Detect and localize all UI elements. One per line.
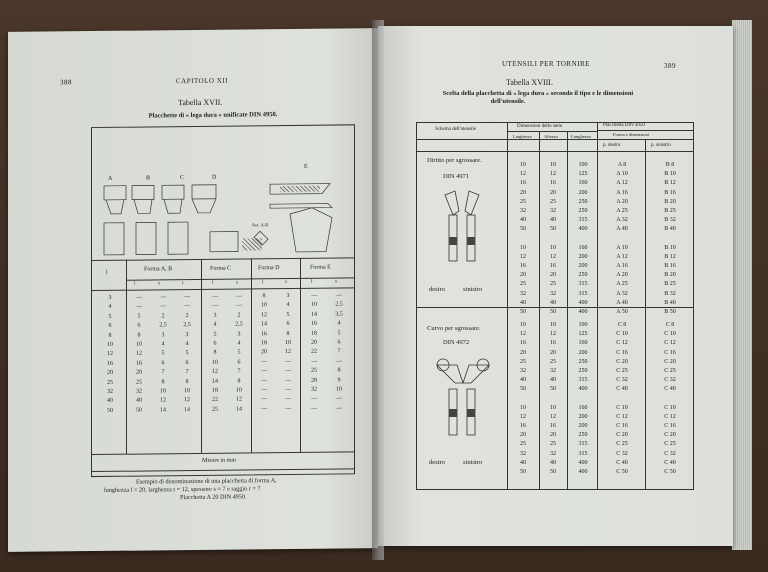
tool2-lung-cell: 400 (578, 386, 588, 393)
tool2-lung-cell: 315 (578, 441, 588, 448)
tool1-sinistro-cell (647, 235, 693, 244)
tool2-lung-cell: 250 (578, 432, 588, 439)
tool1-sinistro-cell: B 8 (665, 162, 675, 168)
tool1-sinistro-cell: B 16 (664, 189, 676, 196)
tool1-largh-cell: 50 (520, 226, 526, 233)
tool1-largh-cell: 12 (520, 253, 526, 260)
tool2-largh-cell: 20 (520, 349, 526, 356)
tool2-largh-cell: 10 (520, 322, 526, 328)
tool1-alt-cell: 25 (550, 281, 556, 288)
tool2-lung-cell (569, 395, 597, 404)
tool2-sinistro-cell: C 12 (664, 340, 676, 347)
tool1-lung-cell: 160 (578, 244, 588, 251)
tool1-alt-cell: 32 (550, 290, 556, 297)
tool1-lung-cell: 125 (578, 171, 588, 178)
tool2-sinistro-cell: C 32 (664, 450, 676, 457)
left-page-number: 388 (60, 78, 72, 87)
tool1-lung-cell: 315 (578, 290, 588, 297)
hdr-destro: p. destro (603, 143, 621, 148)
tool2-sinistro-cell: C 10 (664, 331, 676, 338)
tool2-sinistro: sinistro (463, 459, 483, 466)
col-e-l: — 10 14 16 18 20 22 — 25 28 32 — — (311, 292, 317, 412)
book-spine (372, 20, 384, 560)
tool1-largh-cell: 40 (520, 217, 526, 224)
tool2-destro-cell: C 20 (616, 358, 628, 365)
hdr-forma: Forma e dimensioni (613, 132, 649, 137)
tool1-largh-cell: 12 (520, 171, 526, 178)
tool2-destro-cell: C 10 (616, 404, 628, 411)
tool2-alt-cell: 40 (550, 459, 556, 466)
tool2-sinistro-cell: C 12 (664, 413, 676, 420)
hatch-2 (242, 238, 262, 250)
tool2-col-sinistro (647, 321, 693, 477)
tool1-destro-cell: A 10 (616, 171, 628, 178)
tool1-lung-cell: 250 (578, 272, 588, 279)
sub-s-2: s (236, 280, 238, 286)
sub-s-3: s (285, 280, 287, 286)
tool2-col-largh (509, 321, 537, 477)
tool2-destro-cell: C 8 (617, 322, 627, 328)
tool2-alt-cell: 16 (550, 340, 556, 347)
hdr-lunghezza: Lunghezza (571, 134, 591, 139)
tool1-sinistro-cell: B 40 (664, 299, 676, 306)
tool1-sinistro: sinistro (463, 286, 483, 293)
tool1-alt-cell: 12 (550, 171, 556, 178)
tool1-alt-cell: 20 (550, 189, 556, 196)
hdr-sinistro: p. sinistro (651, 143, 671, 148)
tool2-largh-cell: 25 (520, 358, 526, 365)
tool1-col-alt (539, 161, 567, 317)
tool1-lung-cell: 400 (578, 226, 588, 233)
tool2-destro-cell: C 25 (616, 367, 628, 374)
tool2-alt-cell: 12 (550, 413, 556, 420)
tool2-sinistro-cell: C 40 (664, 386, 676, 393)
tool2-din: DIN 4972 (443, 339, 470, 346)
tool1-alt-cell: 32 (550, 207, 556, 214)
tool1-sinistro-cell: B 10 (664, 244, 676, 251)
sub-l-3: l (262, 280, 264, 286)
tool1-largh-cell: 10 (520, 244, 526, 251)
tool2-destro-cell: C 20 (616, 432, 628, 439)
tool2-destro-cell: C 10 (616, 331, 628, 338)
tool1-destro-cell: A 25 (616, 281, 628, 288)
tool1-largh-cell (509, 235, 537, 244)
tool1-alt-cell: 12 (550, 253, 556, 260)
col-d-l: 8 10 12 14 16 18 20 — — — — — — (261, 293, 267, 413)
page-edges (732, 20, 752, 550)
tool1-sinistro-cell: B 12 (664, 180, 676, 187)
hatch-1 (280, 186, 320, 192)
tool1-destro-cell: A 40 (616, 299, 628, 306)
tool2-alt-cell (539, 395, 567, 404)
tool1-destro-cell: A 16 (616, 189, 628, 196)
tool1-alt-cell: 50 (550, 309, 556, 315)
tool1-largh-cell: 40 (520, 299, 526, 306)
table-18-frame (416, 122, 694, 490)
tool2-largh-cell: 12 (520, 331, 526, 338)
tool1-destro-cell: A 16 (616, 263, 628, 270)
tool1-drawing (423, 185, 503, 275)
tool2-sinistro-cell: C 40 (664, 459, 676, 466)
tool1-name: Diritto per sgrossare. (427, 157, 482, 164)
tool1-alt-cell: 10 (550, 244, 556, 251)
tool2-drawing (423, 349, 503, 449)
tool2-alt-cell: 10 (550, 322, 556, 328)
tool1-alt-cell (539, 235, 567, 244)
tool1-largh-cell: 32 (520, 207, 526, 214)
hdr-altezza: Altezza (544, 134, 558, 139)
tool1-lung-cell: 315 (578, 281, 588, 288)
tool1-destro-cell: A 12 (616, 180, 628, 187)
hdr-largh: Larghezza (513, 134, 532, 139)
tool2-lung-cell: 200 (578, 349, 588, 356)
tool1-sinistro-cell: B 25 (664, 281, 676, 288)
tool1-alt-cell: 25 (550, 198, 556, 205)
right-running-head: UTENSILI PER TORNIRE (502, 60, 590, 68)
tool1-lung-cell: 400 (578, 309, 588, 315)
tool1-sinistro-cell: B 20 (664, 272, 676, 279)
tool2-sinistro-cell: C 32 (664, 377, 676, 384)
tool2-sinistro-cell: C 10 (664, 404, 676, 411)
tool2-destro-cell (599, 395, 645, 404)
tool2-sinistro-cell: C 16 (664, 349, 676, 356)
tool1-sinistro-cell: B 10 (664, 171, 676, 178)
header-forma-e: Forma E (310, 264, 331, 271)
tool2-largh-cell: 20 (520, 432, 526, 439)
tool2-destro-cell: C 32 (616, 450, 628, 457)
header-l: l (106, 269, 108, 276)
tool1-col-largh (509, 161, 537, 317)
tool2-destro-cell: C 25 (616, 441, 628, 448)
hdr-placchetta: Placchetta DIN 4950 (603, 123, 645, 128)
left-page (8, 28, 378, 552)
tool1-destro-cell: A 50 (616, 309, 628, 315)
tool2-name: Curvo per sgrossare. (427, 325, 481, 332)
tool2-sinistro-cell: C 16 (664, 423, 676, 430)
tool1-largh-cell: 25 (520, 281, 526, 288)
tool1-sinistro-cell: B 16 (664, 263, 676, 270)
tool2-largh-cell: 25 (520, 441, 526, 448)
tool1-lung-cell: 200 (578, 189, 588, 196)
tool2-lung-cell: 250 (578, 358, 588, 365)
tool2-alt-cell: 20 (550, 349, 556, 356)
tool1-largh-cell: 20 (520, 189, 526, 196)
example-line-3: Placchetta A 20 DIN 4950. (180, 493, 247, 502)
tool2-alt-cell: 50 (550, 469, 556, 475)
tool2-alt-cell: 20 (550, 432, 556, 439)
tool2-alt-cell: 16 (550, 423, 556, 430)
tool1-col-sinistro (647, 161, 693, 317)
tool1-destro-cell: A 20 (616, 272, 628, 279)
tool1-destro-cell: A 40 (616, 226, 628, 233)
tool2-alt-cell: 10 (550, 404, 556, 411)
drawing-label-d: D (212, 174, 217, 181)
table-17-caption: Placchette di « lega dura » unificate DIN 4950. (148, 111, 278, 120)
tool2-sinistro-cell: C 20 (664, 358, 676, 365)
tool1-col-lung (569, 161, 597, 317)
tool1-destro-cell: A 32 (616, 290, 628, 297)
col-ab-s: — — 2 2,5 3 4 5 6 7 8 10 12 14 (159, 294, 167, 414)
example-line-2: lunghezza l = 20, larghezza t = 12, spessore s = 7 e raggio r = 7 (104, 485, 261, 494)
tool2-lung-cell: 250 (578, 367, 588, 374)
tool1-destro-cell: A 12 (616, 253, 628, 260)
col-l: 3 4 5 6 8 10 12 16 20 25 32 40 50 (107, 294, 113, 414)
tool1-largh-cell: 25 (520, 198, 526, 205)
tool2-alt-cell: 32 (550, 450, 556, 457)
tool1-lung-cell: 250 (578, 198, 588, 205)
tool2-alt-cell: 50 (550, 386, 556, 393)
header-forma-d: Forma D (258, 265, 280, 272)
col-c-s: — — 2 2,5 3 4 5 6 7 8 10 12 14 (235, 293, 243, 413)
tool2-largh-cell: 16 (520, 423, 526, 430)
tool1-sinistro-cell: B 50 (664, 309, 676, 315)
tool1-destro-cell (599, 235, 645, 244)
tool1-alt-cell: 20 (550, 272, 556, 279)
tool2-largh-cell: 40 (520, 377, 526, 384)
sub-s-4: s (335, 279, 337, 285)
tool2-lung-cell: 315 (578, 377, 588, 384)
tool1-largh-cell: 16 (520, 263, 526, 270)
table-17-frame (91, 124, 355, 477)
tool1-alt-cell: 50 (550, 226, 556, 233)
tool1-sinistro-cell: B 32 (664, 290, 676, 297)
drawing-label-section: Sez. A-B (252, 222, 269, 228)
sub-l-2: l (212, 280, 214, 286)
hdr-dimensioni: Dimensioni dello stelo (517, 124, 563, 129)
tool2-alt-cell: 32 (550, 367, 556, 374)
tool1-largh-cell: 10 (520, 162, 526, 168)
tool2-largh-cell: 32 (520, 367, 526, 374)
drawing-label-c: C (180, 175, 185, 182)
tool2-largh-cell (509, 395, 537, 404)
tool1-largh-cell: 16 (520, 180, 526, 187)
tool1-alt-cell: 16 (550, 180, 556, 187)
right-page (378, 26, 733, 546)
tool2-col-lung (569, 321, 597, 477)
tool2-alt-cell: 25 (550, 358, 556, 365)
tool2-largh-cell: 12 (520, 413, 526, 420)
tool2-lung-cell: 315 (578, 450, 588, 457)
tool1-din: DIN 4971 (443, 173, 470, 180)
tool1-lung-cell: 100 (578, 162, 588, 168)
tool2-largh-cell: 32 (520, 450, 526, 457)
tool2-largh-cell: 40 (520, 459, 526, 466)
tool2-col-destro (599, 321, 645, 477)
left-running-head: CAPITOLO XII (176, 76, 228, 86)
hdr-schema: Schema dell'utensile (435, 127, 477, 132)
tool2-destro-cell: C 16 (616, 349, 628, 356)
tool1-sinistro-cell: B 25 (664, 207, 676, 214)
tool2-sinistro-cell: C 25 (664, 441, 676, 448)
tool2-largh-cell: 16 (520, 340, 526, 347)
tool2-sinistro-cell: C 50 (664, 469, 676, 475)
tool1-alt-cell: 40 (550, 299, 556, 306)
header-forma-c: Forma C (210, 265, 232, 272)
table-18-title: Tabella XVIII. (506, 78, 553, 87)
tool1-largh-cell: 20 (520, 272, 526, 279)
tool2-col-alt (539, 321, 567, 477)
tool1-lung-cell: 200 (578, 263, 588, 270)
tool1-lung-cell: 200 (578, 253, 588, 260)
sub-s-1: s (158, 281, 160, 287)
col-ab-r: — — 2 2,5 3 4 5 6 7 8 10 12 14 (183, 294, 191, 413)
col-d-s: 3 4 5 6 8 10 12 — — — — — — (285, 292, 291, 412)
tool2-lung-cell: 125 (578, 331, 588, 338)
table-18-caption-1: Scelta della placchetta di « lega dura » secondo il tipo e le dimensioni (442, 90, 634, 97)
tool2-sinistro-cell: C 8 (665, 322, 675, 328)
tool1-lung-cell: 315 (578, 217, 588, 224)
units-note: Misure in mm (202, 457, 236, 464)
tool1-alt-cell: 10 (550, 162, 556, 168)
tool2-destro-cell: C 32 (616, 377, 628, 384)
tool1-largh-cell: 50 (520, 309, 526, 315)
tool1-lung-cell: 160 (578, 180, 588, 187)
tool2-lung-cell: 400 (578, 469, 588, 475)
tool1-destro-cell: A 25 (616, 207, 628, 214)
tool2-largh-cell: 10 (520, 404, 526, 411)
tool2-destro-cell: C 12 (616, 340, 628, 347)
tool2-sinistro-cell: C 25 (664, 367, 676, 374)
tool1-destro-cell: A 20 (616, 198, 628, 205)
tool2-largh-cell: 50 (520, 469, 526, 475)
tool2-alt-cell: 40 (550, 377, 556, 384)
tool2-lung-cell: 100 (578, 322, 588, 328)
tool1-largh-cell: 32 (520, 290, 526, 297)
tool2-sinistro-cell: C 20 (664, 432, 676, 439)
tool2-destro: destro (429, 459, 445, 466)
sub-l-4: l (311, 279, 313, 285)
tool2-alt-cell: 25 (550, 441, 556, 448)
right-page-number: 389 (664, 62, 676, 70)
tool2-destro-cell: C 12 (616, 413, 628, 420)
tool1-sinistro-cell: B 20 (664, 198, 676, 205)
tool2-lung-cell: 160 (578, 340, 588, 347)
tool1-lung-cell: 400 (578, 299, 588, 306)
sub-l-1: l (134, 281, 136, 287)
drawing-label-b: B (146, 175, 151, 182)
tool2-destro-cell: C 16 (616, 423, 628, 430)
tool2-destro-cell: C 50 (616, 469, 628, 475)
tool2-lung-cell: 200 (578, 423, 588, 430)
tool2-largh-cell: 50 (520, 386, 526, 393)
col-ab-l: — — 5 6 8 10 12 16 20 25 32 40 50 (136, 294, 142, 414)
tool1-col-destro (599, 161, 645, 317)
tool1-destro-cell: A 10 (616, 244, 628, 251)
table-17-title: Tabella XVII. (178, 97, 223, 108)
col-c-l: — — 3 4 5 6 8 10 12 14 18 22 25 (212, 293, 218, 413)
tool1-alt-cell: 16 (550, 263, 556, 270)
tool1-alt-cell: 40 (550, 217, 556, 224)
tool2-destro-cell: C 40 (616, 386, 628, 393)
tool2-alt-cell: 12 (550, 331, 556, 338)
tool2-lung-cell: 160 (578, 404, 588, 411)
tool2-destro-cell: C 40 (616, 459, 628, 466)
col-e-s: — 2,5 3,5 4 5 6 7 — 8 9 10 — — (335, 292, 343, 412)
sub-r-1: r (182, 281, 184, 287)
tool1-sinistro-cell: B 32 (664, 217, 676, 224)
example-line-1: Esempio di denominazione di una placchetta di forma A, (136, 477, 277, 486)
tool2-lung-cell: 200 (578, 413, 588, 420)
tool1-sinistro-cell: B 12 (664, 253, 676, 260)
drawing-label-a: A (108, 175, 113, 182)
header-forma-ab: Forma A, B (144, 266, 173, 273)
tool1-lung-cell (569, 235, 597, 244)
tool2-sinistro-cell (647, 395, 693, 404)
drawing-label-e: E (304, 163, 308, 170)
tool1-destro: destro (429, 286, 445, 293)
tool1-sinistro-cell: B 40 (664, 226, 676, 233)
table-18-caption-2: dell'utensile. (490, 98, 526, 105)
tool1-destro-cell: A 8 (617, 162, 627, 168)
tool1-destro-cell: A 32 (616, 217, 628, 224)
tool2-lung-cell: 400 (578, 459, 588, 466)
tool1-lung-cell: 250 (578, 207, 588, 214)
insert-drawings (92, 125, 354, 260)
